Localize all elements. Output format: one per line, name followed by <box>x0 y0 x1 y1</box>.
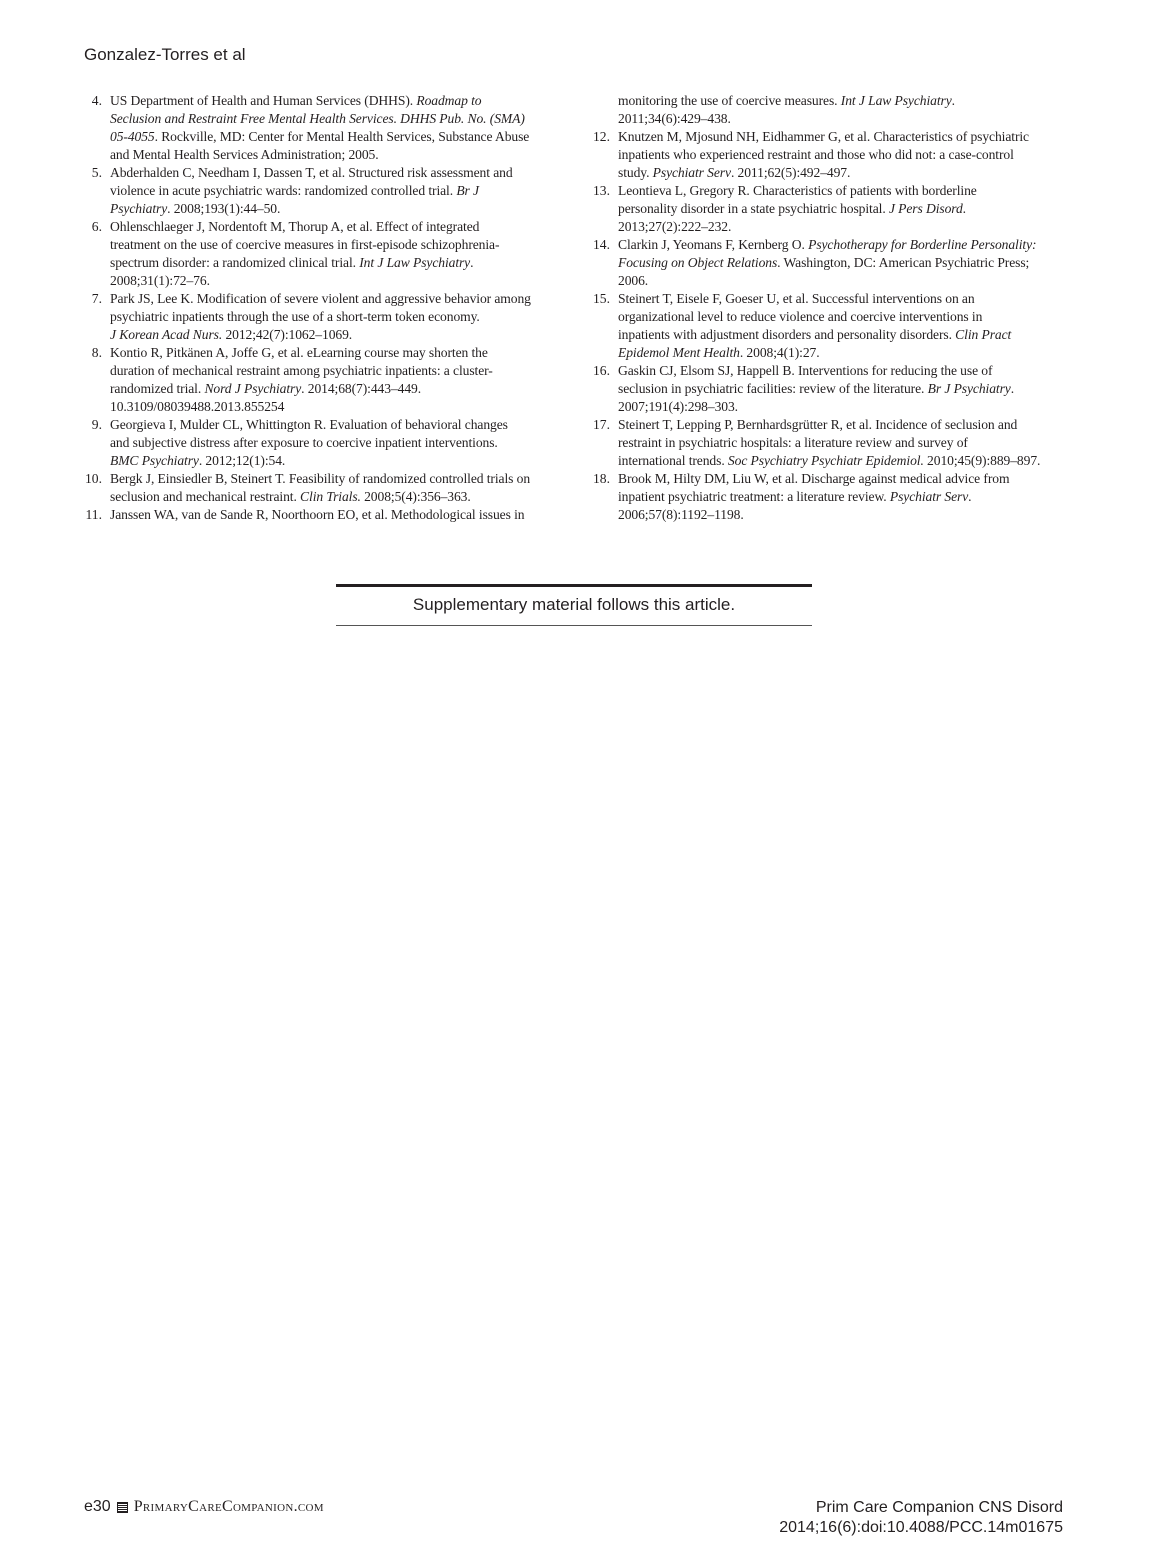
reference-line <box>618 254 1068 272</box>
reference-text: 2011;34(6):429–438. <box>618 111 731 126</box>
reference-text: restraint in psychiatric hospitals: a literature review and survey of <box>618 435 968 450</box>
reference-line <box>110 254 560 272</box>
reference-text: 2010;45(9):889–897. <box>923 453 1041 468</box>
reference-text: 2006. <box>618 273 649 288</box>
reference-text: Brook M, Hilty DM, Liu W, et al. Discharge against medical advice from <box>618 471 1010 486</box>
reference-text: violence in acute psychiatric wards: randomized controlled trial. <box>110 183 457 198</box>
reference-line <box>110 344 560 362</box>
reference-line <box>110 488 560 506</box>
reference-text: Janssen WA, van de Sande R, Noorthoorn EO, et al. Methodological issues in <box>110 507 525 522</box>
reference-italic-text: Int J Law Psychiatry <box>359 255 471 270</box>
reference-text: . 2011;62(5):492–497. <box>730 165 851 180</box>
reference-text: 2007;191(4):298–303. <box>618 399 738 414</box>
references-left-column <box>80 92 560 524</box>
reference-number: 15. <box>593 291 610 306</box>
reference-item <box>80 92 560 164</box>
reference-text: 10.3109/08039488.2013.855254 <box>110 399 285 414</box>
reference-text: randomized trial. <box>110 381 205 396</box>
reference-text: and subjective distress after exposure to coercive inpatient interventions. <box>110 435 498 450</box>
reference-line <box>618 128 1068 146</box>
reference-number: 5. <box>91 165 102 180</box>
reference-text: 2008;31(1):72–76. <box>110 273 210 288</box>
reference-text: seclusion in psychiatric facilities: review of the literature. <box>618 381 928 396</box>
reference-italic-text: Clin Trials. <box>300 489 361 504</box>
reference-line <box>618 146 1068 164</box>
reference-item <box>80 416 560 470</box>
page-number: e30 <box>84 1498 111 1515</box>
reference-text: Ohlenschlaeger J, Nordentoft M, Thorup A, et al. Effect of integrated <box>110 219 480 234</box>
reference-number: 14. <box>593 237 610 252</box>
reference-text: . <box>470 255 474 270</box>
reference-italic-text: Psychotherapy for Borderline Personality: <box>808 237 1037 252</box>
reference-text: inpatient psychiatric treatment: a literature review. <box>618 489 890 504</box>
reference-text: and Mental Health Services Administration; 2005. <box>110 147 379 162</box>
reference-line <box>110 452 560 470</box>
running-head: Gonzalez-Torres et al <box>84 45 246 64</box>
reference-text: . 2012;12(1):54. <box>198 453 286 468</box>
journal-name: Prim Care Companion CNS Disord <box>815 1499 1063 1516</box>
reference-line <box>618 488 1068 506</box>
reference-line <box>618 272 1068 290</box>
reference-text: 2013;27(2):222–232. <box>618 219 732 234</box>
reference-item <box>588 236 1068 290</box>
reference-italic-text: Nord J Psychiatry <box>204 381 302 396</box>
reference-line <box>110 146 560 164</box>
reference-line <box>110 272 560 290</box>
reference-text: organizational level to reduce violence and coercive interventions in <box>618 309 983 324</box>
reference-line <box>618 344 1068 362</box>
journal-doi: 2014;16(6):doi:10.4088/PCC.14m01675 <box>779 1519 1063 1536</box>
reference-item <box>80 470 560 506</box>
reference-text: personality disorder in a state psychiatric hospital. <box>618 201 889 216</box>
reference-line <box>618 290 1068 308</box>
reference-item <box>588 290 1068 362</box>
reference-italic-text: Clin Pract <box>955 327 1012 342</box>
reference-line <box>618 308 1068 326</box>
reference-line <box>618 434 1068 452</box>
reference-line <box>618 380 1068 398</box>
reference-italic-text: J Korean Acad Nurs. <box>110 327 223 342</box>
reference-line <box>110 506 560 524</box>
reference-italic-text: Br J Psychiatry <box>927 381 1011 396</box>
reference-number: 4. <box>91 93 102 108</box>
reference-number: 17. <box>593 417 610 432</box>
reference-italic-text: Psychiatry <box>110 201 168 216</box>
reference-text: Knutzen M, Mjosund NH, Eidhammer G, et al. Characteristics of psychiatric <box>618 129 1029 144</box>
reference-line <box>110 290 560 308</box>
reference-italic-text: Soc Psychiatry Psychiatr Epidemiol. <box>727 453 924 468</box>
site-link[interactable]: PrimaryCareCompanion.com <box>133 1498 324 1515</box>
reference-text: Abderhalden C, Needham I, Dassen T, et al. Structured risk assessment and <box>110 165 513 180</box>
reference-line <box>110 308 560 326</box>
reference-text: Steinert T, Eisele F, Goeser U, et al. Successful interventions on an <box>618 291 975 306</box>
reference-item <box>588 416 1068 470</box>
reference-italic-text: Psychiatr Serv <box>652 165 731 180</box>
reference-text: Clarkin J, Yeomans F, Kernberg O. <box>618 237 809 252</box>
reference-line <box>618 182 1068 200</box>
reference-line <box>110 110 560 128</box>
reference-item <box>80 218 560 290</box>
reference-line <box>110 200 560 218</box>
reference-text: Georgieva I, Mulder CL, Whittington R. Evaluation of behavioral changes <box>110 417 508 432</box>
reference-item <box>588 470 1068 524</box>
reference-text: US Department of Health and Human Services (DHHS). <box>110 93 417 108</box>
reference-text: . 2008;193(1):44–50. <box>167 201 281 216</box>
reference-italic-text: BMC Psychiatry <box>110 453 199 468</box>
reference-italic-text: Psychiatr Serv <box>889 489 969 504</box>
reference-text: inpatients who experienced restraint and those who did not: a case-control <box>618 147 1014 162</box>
reference-line <box>110 326 560 344</box>
reference-line <box>110 218 560 236</box>
reference-text: treatment on the use of coercive measures in first-episode schizophrenia- <box>110 237 500 252</box>
reference-text: Leontieva L, Gregory R. Characteristics of patients with borderline <box>618 183 977 198</box>
reference-italic-text: Epidemol Ment Health <box>618 345 740 360</box>
reference-text: Kontio R, Pitkänen A, Joffe G, et al. eLearning course may shorten the <box>110 345 488 360</box>
reference-item <box>588 128 1068 182</box>
reference-item <box>588 92 1068 128</box>
reference-line <box>618 506 1068 524</box>
supplementary-notice: Supplementary material follows this article. <box>336 584 812 626</box>
reference-text: . Rockville, MD: Center for Mental Health Services, Substance Abuse <box>154 129 530 144</box>
references-right-column <box>588 92 1068 524</box>
reference-text: seclusion and mechanical restraint. <box>110 489 301 504</box>
reference-line <box>110 182 560 200</box>
reference-number: 6. <box>91 219 102 234</box>
reference-line <box>110 434 560 452</box>
reference-line <box>618 452 1068 470</box>
reference-text: Steinert T, Lepping P, Bernhardsgrütter R, et al. Incidence of seclusion and <box>618 417 1018 432</box>
reference-line <box>110 470 560 488</box>
reference-italic-text: Focusing on Object Relations <box>618 255 778 270</box>
reference-text: . 2014;68(7):443–449. <box>301 381 422 396</box>
reference-text: international trends. <box>618 453 728 468</box>
reference-line <box>110 164 560 182</box>
reference-line <box>110 92 560 110</box>
reference-item <box>80 506 560 524</box>
reference-italic-text: Roadmap to <box>416 93 482 108</box>
reference-text: study. <box>618 165 653 180</box>
reference-text: spectrum disorder: a randomized clinical trial. <box>110 255 360 270</box>
reference-text: . <box>968 489 972 504</box>
reference-italic-text: 05-4055 <box>110 129 155 144</box>
reference-line <box>618 398 1068 416</box>
square-bullet-icon <box>117 1502 128 1513</box>
reference-line <box>618 218 1068 236</box>
footer-citation <box>779 1498 1063 1538</box>
reference-line <box>618 200 1068 218</box>
reference-italic-text: J Pers Disord <box>888 201 963 216</box>
reference-number: 9. <box>91 417 102 432</box>
reference-number: 8. <box>91 345 102 360</box>
reference-line <box>618 164 1068 182</box>
footer-left <box>84 1498 324 1516</box>
reference-number: 12. <box>593 129 610 144</box>
reference-line <box>110 380 560 398</box>
reference-text: 2006;57(8):1192–1198. <box>618 507 744 522</box>
reference-line <box>618 110 1068 128</box>
reference-line <box>618 92 1068 110</box>
reference-line <box>618 362 1068 380</box>
reference-italic-text: Seclusion and Restraint Free Mental Health Services. DHHS Pub. No. (SMA) <box>110 111 525 126</box>
reference-item <box>588 362 1068 416</box>
reference-number: 11. <box>85 507 102 522</box>
reference-line <box>618 416 1068 434</box>
reference-line <box>110 416 560 434</box>
reference-number: 10. <box>85 471 102 486</box>
reference-text: . Washington, DC: American Psychiatric Press; <box>777 255 1030 270</box>
reference-line <box>618 470 1068 488</box>
reference-item <box>80 344 560 416</box>
reference-line <box>110 236 560 254</box>
reference-text: . <box>951 93 955 108</box>
reference-number: 18. <box>593 471 610 486</box>
reference-text: 2008;5(4):356–363. <box>360 489 471 504</box>
reference-number: 13. <box>593 183 610 198</box>
reference-number: 16. <box>593 363 610 378</box>
reference-text: Park JS, Lee K. Modification of severe violent and aggressive behavior among <box>110 291 531 306</box>
reference-text: Bergk J, Einsiedler B, Steinert T. Feasibility of randomized controlled trials on <box>110 471 531 486</box>
reference-text: duration of mechanical restraint among psychiatric inpatients: a cluster- <box>110 363 493 378</box>
reference-text: 2012;42(7):1062–1069. <box>222 327 353 342</box>
reference-number: 7. <box>91 291 102 306</box>
reference-line <box>110 128 560 146</box>
reference-italic-text: Int J Law Psychiatry <box>840 93 952 108</box>
reference-text: monitoring the use of coercive measures. <box>618 93 841 108</box>
reference-item <box>588 182 1068 236</box>
reference-item <box>80 290 560 344</box>
reference-line <box>110 398 560 416</box>
reference-line <box>618 326 1068 344</box>
reference-text: psychiatric inpatients through the use of a short-term token economy. <box>110 309 480 324</box>
reference-italic-text: Br J <box>456 183 479 198</box>
reference-line <box>618 236 1068 254</box>
reference-text: inpatients with adjustment disorders and personality disorders. <box>618 327 956 342</box>
reference-text: . <box>1010 381 1015 396</box>
reference-line <box>110 362 560 380</box>
reference-text: . 2008;4(1):27. <box>739 345 820 360</box>
reference-item <box>80 164 560 218</box>
reference-text: . <box>962 201 966 216</box>
reference-text: Gaskin CJ, Elsom SJ, Happell B. Interventions for reducing the use of <box>618 363 993 378</box>
